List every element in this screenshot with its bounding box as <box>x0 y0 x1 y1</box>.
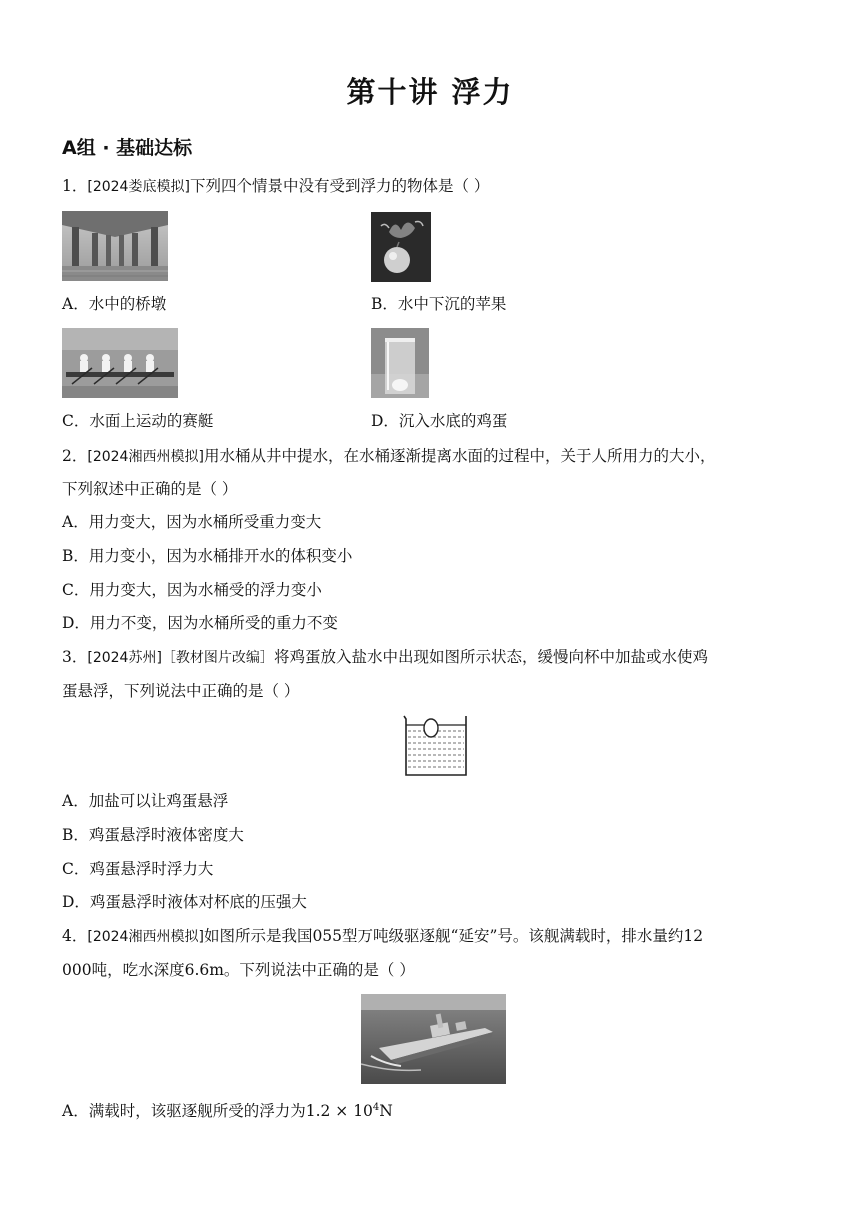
question-2-stem-continued: 下列叙述中正确的是（ ） <box>62 480 238 498</box>
question-2-option-b: B．用力变小，因为水桶排开水的体积变小 <box>62 547 353 565</box>
question-source: [2024湘西州模拟] <box>87 449 204 465</box>
question-source: [2024娄底模拟] <box>87 179 190 195</box>
bridge-pier-photo <box>62 211 168 281</box>
question-4-stem: 4．[2024湘西州模拟]如图所示是我国055型万吨级驱逐舰“延安”号。该舰满载时，排水量约12 <box>62 927 704 945</box>
question-2-option-a: A．用力变大，因为水桶所受重力变大 <box>62 513 322 531</box>
page-title: 第十讲 浮力 <box>346 75 514 109</box>
question-3-stem: 3．[2024苏州]［教材图片改编］将鸡蛋放入盐水中出现如图所示状态，缓慢向杯中加盐或水使鸡 <box>62 648 708 666</box>
question-1-option-c: C．水面上运动的赛艇 <box>62 412 214 430</box>
question-4-option-a: A．满载时，该驱逐舰所受的浮力为$1.2 \times 10^4N$ <box>62 1102 393 1121</box>
destroyer-ship-photo <box>361 994 506 1084</box>
question-1-option-b: B．水中下沉的苹果 <box>371 295 507 313</box>
beaker-egg-diagram <box>400 713 472 779</box>
section-heading: A组 · 基础达标 <box>62 137 193 159</box>
question-source: [2024湘西州模拟] <box>87 929 204 945</box>
question-1-option-a: A．水中的桥墩 <box>62 295 167 313</box>
sinking-apple-photo <box>371 212 431 282</box>
question-2-stem: 2．[2024湘西州模拟]用水桶从井中提水，在水桶逐渐提离水面的过程中，关于人所用力的大小， <box>62 447 716 465</box>
question-1-option-d: D．沉入水底的鸡蛋 <box>371 412 508 430</box>
question-3-option-d: D．鸡蛋悬浮时液体对杯底的压强大 <box>62 893 307 911</box>
question-source: [2024苏州]［教材图片改编］ <box>87 650 274 666</box>
buoyancy-value: 1.2 × 10 <box>305 1102 373 1121</box>
question-3-stem-continued: 蛋悬浮，下列说法中正确的是（ ） <box>62 682 300 700</box>
question-3-option-a: A．加盐可以让鸡蛋悬浮 <box>62 792 229 810</box>
question-1-stem: 1．[2024娄底模拟]下列四个情景中没有受到浮力的物体是（ ） <box>62 177 490 195</box>
question-3-option-b: B．鸡蛋悬浮时液体密度大 <box>62 826 244 844</box>
question-4-stem-continued: 000吨，吃水深度6.6m。下列说法中正确的是（ ） <box>62 961 415 979</box>
question-3-option-c: C．鸡蛋悬浮时浮力大 <box>62 860 214 878</box>
rowing-boat-photo <box>62 328 178 398</box>
egg-in-glass-photo <box>371 328 429 398</box>
question-2-option-c: C．用力变大，因为水桶受的浮力变小 <box>62 581 322 599</box>
question-2-option-d: D．用力不变，因为水桶所受的重力不变 <box>62 614 338 632</box>
